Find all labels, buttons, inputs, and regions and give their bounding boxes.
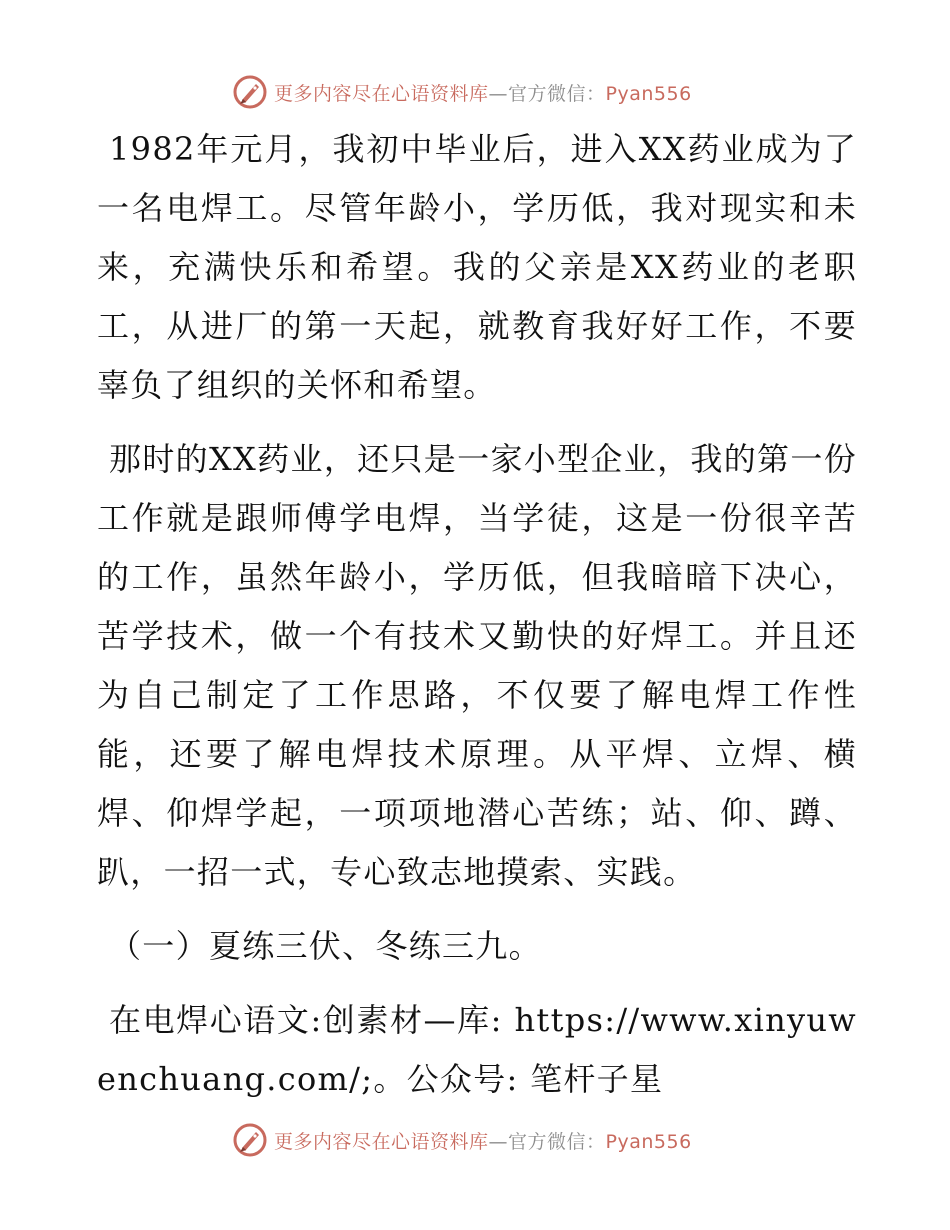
watermark-header — [232, 72, 692, 112]
section-heading — [97, 917, 857, 976]
watermark-official: 官方微信： — [508, 1130, 606, 1153]
watermark-dash: — — [488, 82, 509, 105]
watermark-dash: — — [488, 1130, 509, 1153]
watermark-official: 官方微信： — [508, 82, 606, 105]
section-heading-text: （一）夏练三伏、冬练三九。 — [109, 927, 542, 965]
watermark-footer — [232, 1120, 692, 1160]
watermark-main: 更多内容尽在心语资料库 — [274, 82, 489, 105]
paragraph-2-text: 那时的XX药业，还只是一家小型企业，我的第一份工作就是跟师傅学电焊，当学徒，这是一份很辛苦的工作，虽然年龄小，学历低，但我暗暗下决心，苦学技术，做一个有技术又勤快的好焊工。并且还为自己制定了工作思路，不仅要了解电焊工作性能，还要了解电焊技术原理。从平焊、立焊、横焊、仰焊学起，一项项地潜心苦练；站、仰、蹲、趴，一招一式，专心致志地摸索、实践。 — [97, 440, 857, 891]
paragraph-1 — [97, 120, 857, 415]
paragraph-2 — [97, 430, 857, 902]
paragraph-1-text: 1982年元月，我初中毕业后，进入XX药业成为了一名电焊工。尽管年龄小，学历低，我对现实和未来，充满快乐和希望。我的父亲是XX药业的老职工，从进厂的第一天起，就教育我好好工作，不要辜负了组织的关怀和希望。 — [97, 130, 857, 404]
pen-nib-logo-icon — [232, 1122, 268, 1158]
watermark-id: Pyan556 — [605, 82, 692, 105]
pen-nib-logo-icon — [232, 74, 268, 110]
paragraph-4-text: 在电焊心语文:创素材—库: https://www.xinyuwenchuang.com/;。公众号: 笔杆子星 — [97, 1001, 857, 1098]
document-body — [97, 120, 857, 1124]
watermark-text — [274, 79, 692, 106]
watermark-id: Pyan556 — [605, 1130, 692, 1153]
watermark-text — [274, 1127, 692, 1154]
paragraph-4 — [97, 991, 857, 1109]
watermark-main: 更多内容尽在心语资料库 — [274, 1130, 489, 1153]
